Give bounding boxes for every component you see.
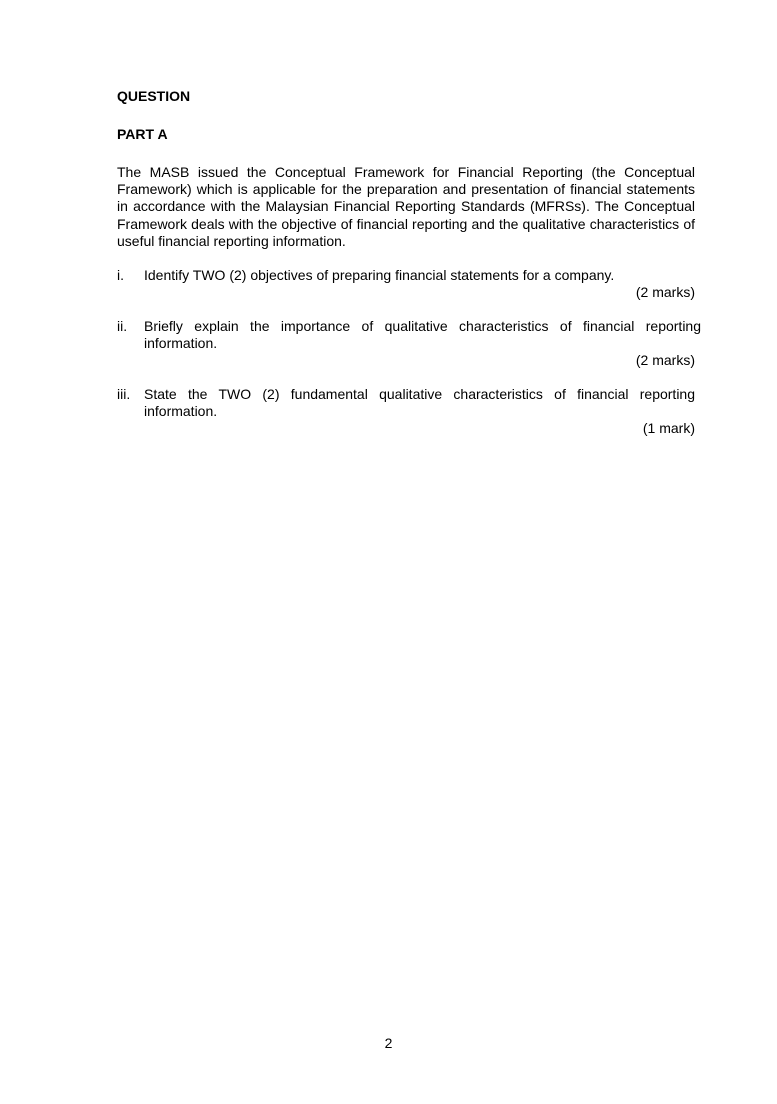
question-item-marks: (2 marks): [635, 284, 695, 300]
question-item-text: Identify TWO (2) objectives of preparing financial statements for a company.: [144, 267, 615, 283]
part-title: PART A: [117, 126, 168, 142]
question-item-marks: (2 marks): [635, 352, 695, 368]
question-item-text: State the TWO (2) fundamental qualitative characteristics of financial reporting information.: [144, 386, 695, 420]
question-item-number: iii.: [117, 386, 131, 402]
question-item-number: i.: [117, 267, 124, 283]
question-item-marks: (1 mark): [642, 420, 695, 436]
question-item-number: ii.: [117, 318, 128, 334]
question-item-text: Briefly explain the importance of qualitative characteristics of financial reporting information.: [144, 318, 701, 352]
question-title: QUESTION: [117, 88, 191, 104]
intro-paragraph: The MASB issued the Conceptual Framework for Financial Reporting (the Conceptual Framework) which is applicable for the preparation and presentation of financial statements in accordance with the Malaysian Financial Reporting Standards (MFRSs). The Conceptual Framework deals with the objective of financial reporting and the qualitative characteristics of useful financial reporting information.: [117, 164, 695, 249]
page-number: 2: [384, 1035, 393, 1051]
